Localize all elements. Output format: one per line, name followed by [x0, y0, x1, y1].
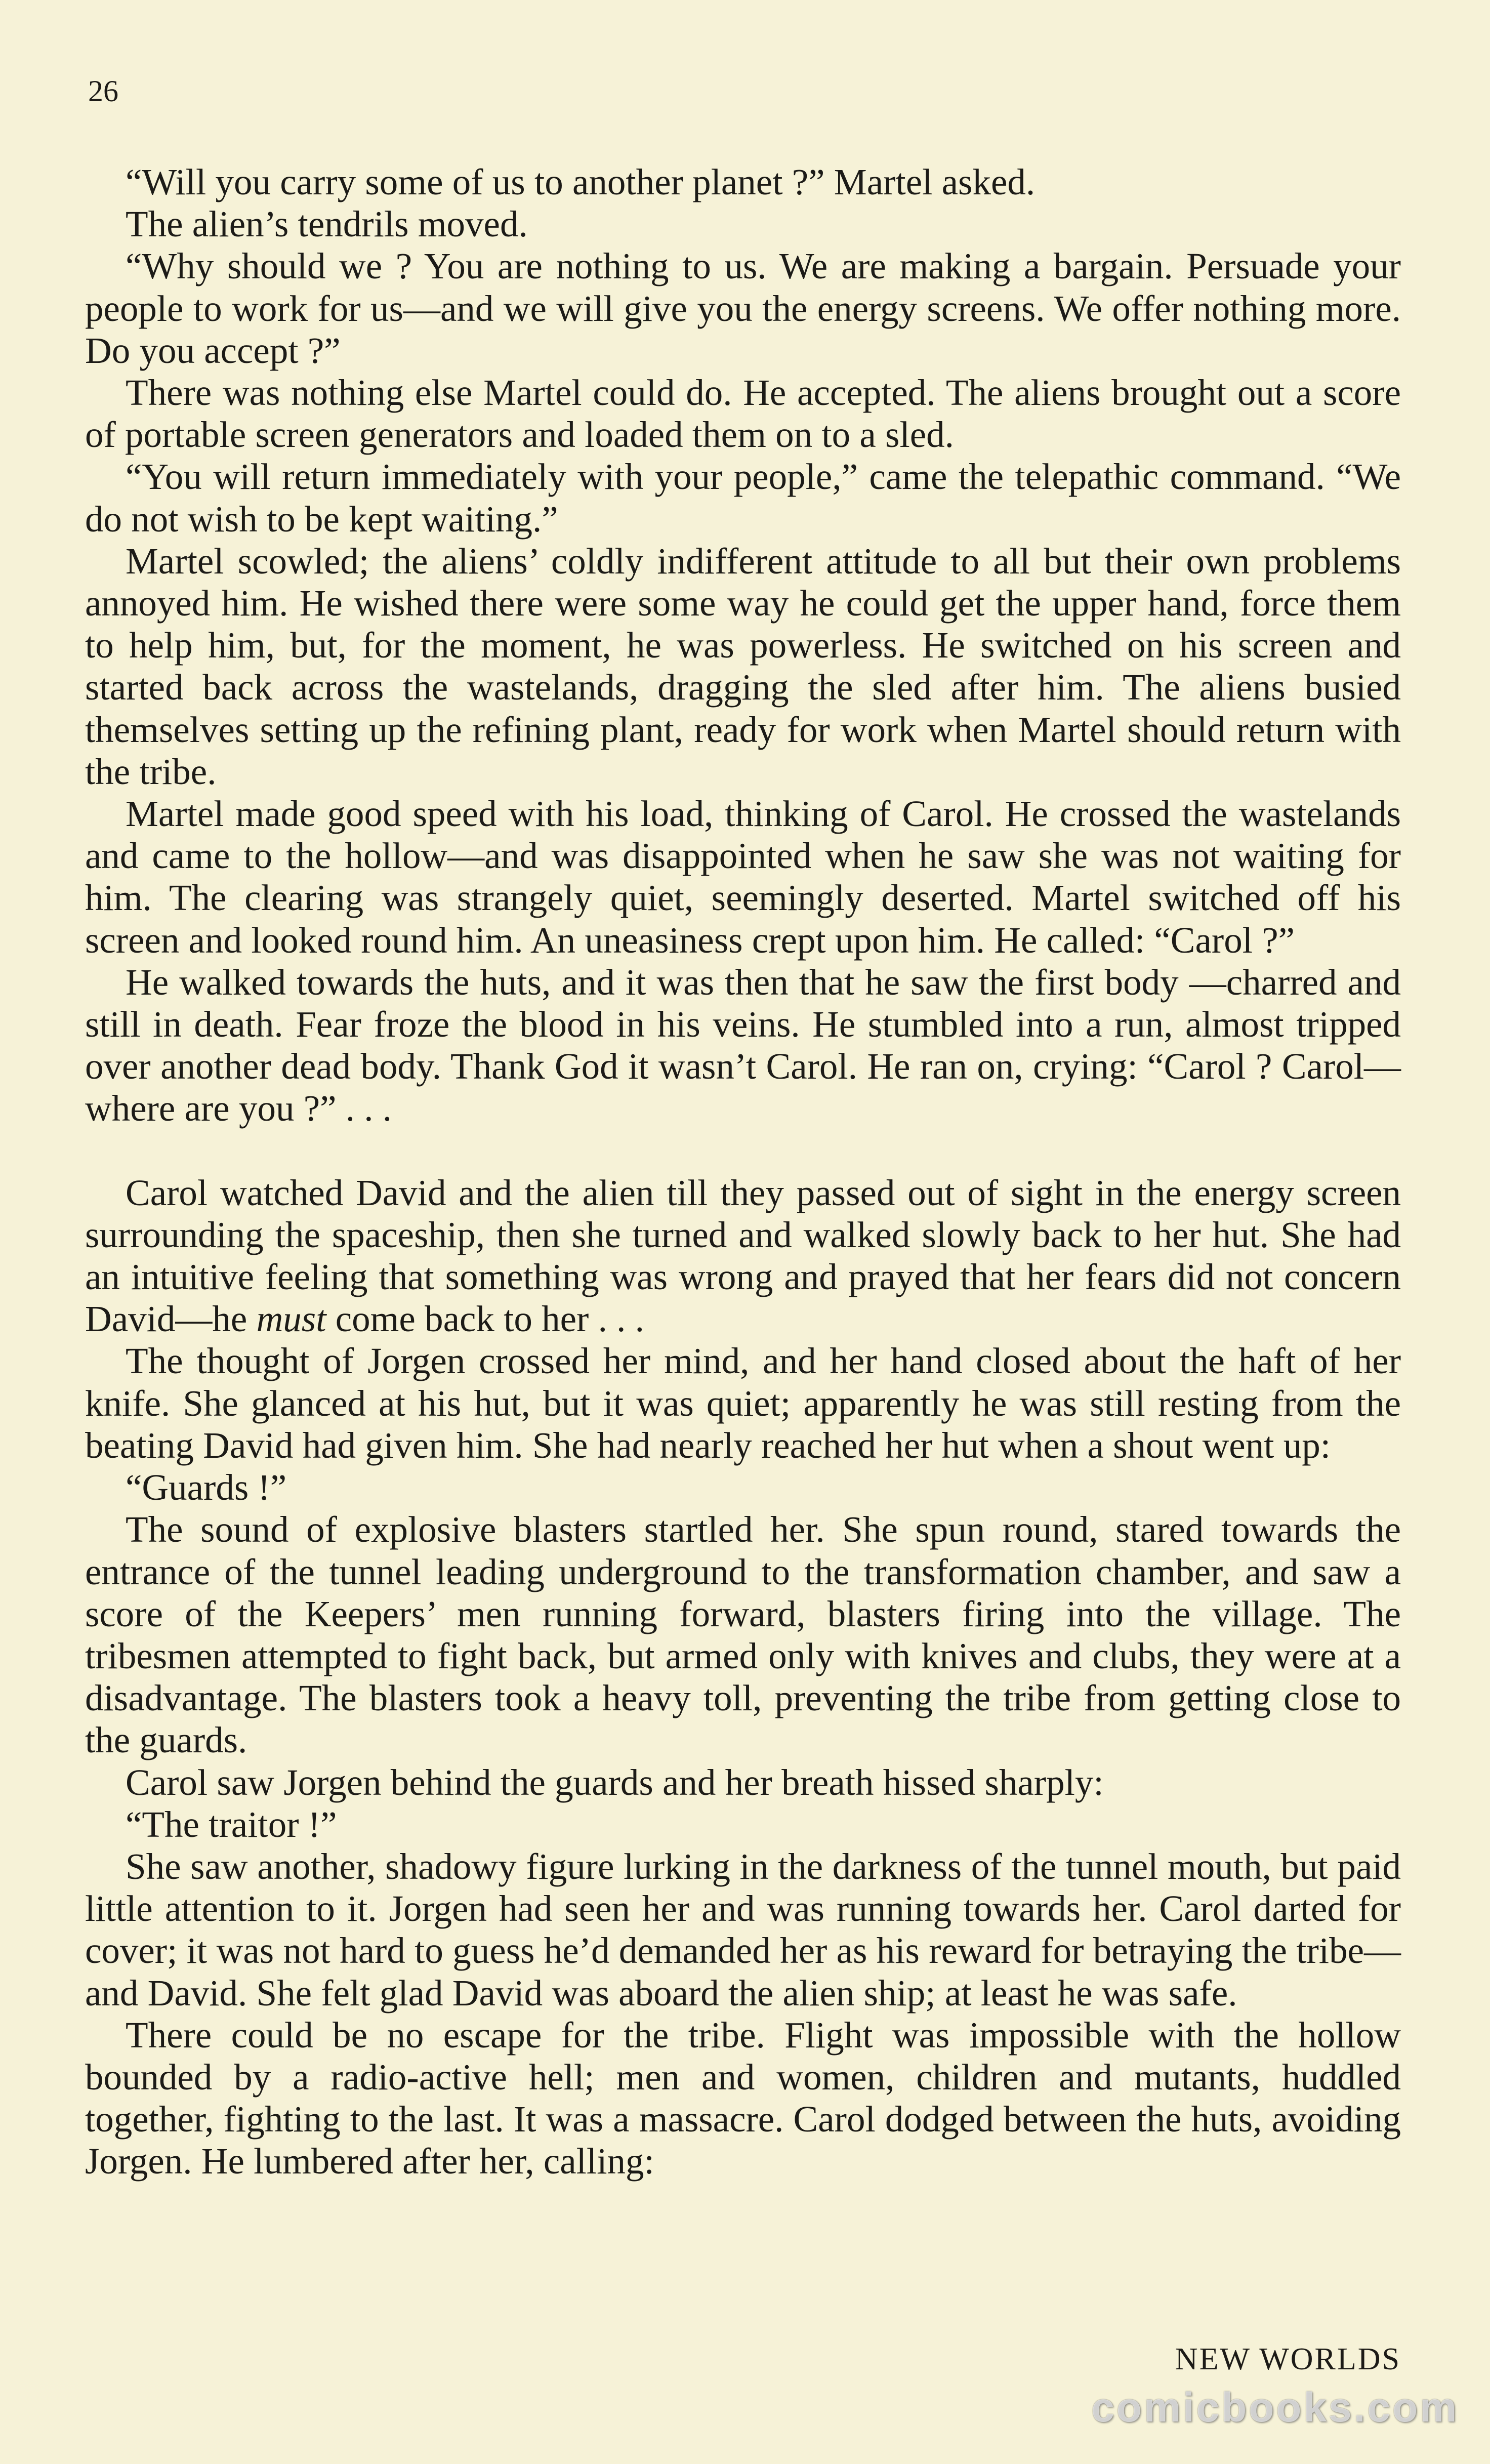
- paragraph: The thought of Jorgen crossed her mind, and her hand closed about the haft of her knife. She glanced at his hut, but it was quiet; apparently he was still resting from the beating David had given him. She had nearly reached her hut when a shout went up:: [85, 1340, 1401, 1466]
- paragraph: The alien’s tendrils moved.: [126, 203, 528, 245]
- paragraph-text-after: come back to her . . .: [326, 1298, 644, 1340]
- paragraph: “The traitor !”: [126, 1803, 337, 1845]
- paragraph: He walked towards the huts, and it was then that he saw the first body —charred and still in death. Fear froze the blood in his veins. He stumbled into a run, almost tripped over another dead body. Thank God it wasn’t Carol. He ran on, crying: “Carol ? Carol—where are you ?” . . .: [85, 961, 1401, 1129]
- paragraph: The sound of explosive blasters startled her. She spun round, stared towards the entrance of the tunnel leading underground to the transformation chamber, and saw a score of the Keepers’ men running forward, blasters firing into the village. The tribesmen attempted to fight back, but armed only with knives and clubs, they were at a disadvantage. The blasters took a heavy toll, preventing the tribe from getting close to the guards.: [85, 1509, 1401, 1761]
- paragraph: Carol saw Jorgen behind the guards and her breath hissed sharply:: [126, 1761, 1104, 1803]
- page-number: 26: [88, 74, 118, 108]
- paragraph: There could be no escape for the tribe. Flight was impossible with the hollow bounded by a radio-active hell; men and women, children and mutants, huddled together, fighting to the last. It was a massacre. Carol dodged between the huts, avoiding Jorgen. He lumbered after her, calling:: [85, 2014, 1401, 2182]
- paragraph: “You will return immediately with your people,” came the telepathic command. “We do not wish to be kept waiting.”: [85, 456, 1401, 540]
- paragraph-text: Carol watched David and the alien till they passed out of sight in the energy screen surrounding the spaceship, then she turned and walked slowly back to her hut. She had an intuitive feeling that something was wrong and prayed that her fears did not concern David—he: [85, 1172, 1401, 1340]
- paragraph: Martel made good speed with his load, thinking of Carol. He crossed the wastelands and came to the hollow—and was disappointed when he saw she was not waiting for him. The clearing was strangely quiet, seemingly deserted. Martel switched off his screen and looked round him. An uneasiness crept upon him. He called: “Carol ?”: [85, 793, 1401, 961]
- paragraph: “Guards !”: [126, 1467, 287, 1508]
- paragraph: “Will you carry some of us to another planet ?” Martel asked.: [126, 161, 1036, 202]
- paragraph: Martel scowled; the aliens’ coldly indifferent attitude to all but their own problems annoyed him. He wished there were some way he could get the upper hand, force them to help him, but, for the moment, he was powerless. He switched on his screen and started back across the wastelands, dragging the sled after him. The aliens busied themselves setting up the refining plant, ready for work when Martel should return with the tribe.: [85, 540, 1401, 792]
- paragraph: There was nothing else Martel could do. He accepted. The aliens brought out a score of portable screen generators and loaded them on to a sled.: [85, 372, 1401, 456]
- emphasis: must: [256, 1298, 326, 1340]
- paragraph: “Why should we ? You are nothing to us. We are making a bargain. Persuade your people to work for us—and we will give you the energy screens. We offer nothing more. Do you accept ?”: [85, 245, 1401, 371]
- paragraph: She saw another, shadowy figure lurking in the darkness of the tunnel mouth, but paid little attention to it. Jorgen had seen her and was running towards her. Carol darted for cover; it was not hard to guess he’d demanded her as his reward for betraying the tribe—and David. She felt glad David was aboard the alien ship; at least he was safe.: [85, 1845, 1401, 2014]
- watermark: comicbooks.com: [1091, 2385, 1459, 2431]
- body-text: [85, 161, 1401, 2183]
- footer-magazine-title: NEW WORLDS: [1175, 2342, 1401, 2376]
- paragraph: [85, 1172, 1401, 1340]
